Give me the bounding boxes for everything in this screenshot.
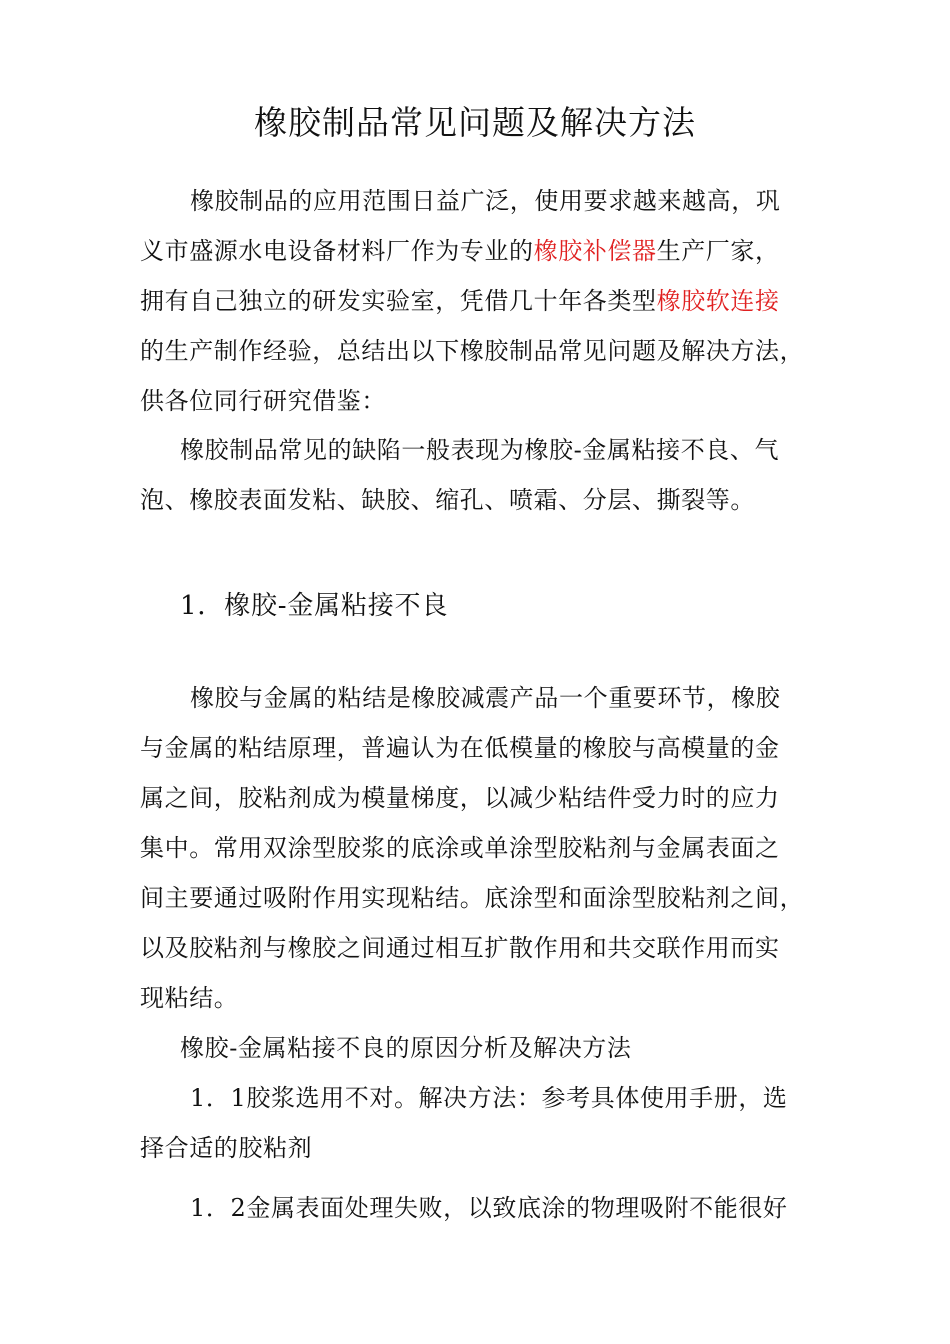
defects-line-2: 泡、橡胶表面发粘、缺胶、缩孔、喷霜、分层、撕裂等。 <box>140 486 755 514</box>
intro-line-3 <box>140 286 780 316</box>
intro-line-5: 供各位同行研究借鉴： <box>140 387 386 415</box>
section-1-subheading: 橡胶-金属粘接不良的原因分析及解决方法 <box>180 1034 632 1062</box>
intro-line-2-text-a: 义市盛源水电设备材料厂作为专业的 <box>140 237 534 265</box>
intro-line-3-text: 拥有自己独立的研发实验室，凭借几十年各类型 <box>140 287 657 315</box>
rubber-flexible-joint-link[interactable]: 橡胶软连接 <box>656 287 780 315</box>
section-1-para-line: 集中。常用双涂型胶浆的底涂或单涂型胶粘剂与金属表面之 <box>140 834 780 862</box>
section-1-heading: 1．橡胶-金属粘接不良 <box>180 591 449 621</box>
intro-line-2 <box>140 236 780 266</box>
section-1-para-line: 与金属的粘结原理，普遍认为在低模量的橡胶与高模量的金 <box>140 734 780 762</box>
section-1-para-line: 橡胶与金属的粘结是橡胶减震产品一个重要环节，橡胶 <box>190 684 781 712</box>
item-1-1-line-1: 1．1胶浆选用不对。解决方法：参考具体使用手册，选 <box>190 1084 788 1112</box>
item-1-2-line-1: 1．2金属表面处理失败，以致底涂的物理吸附不能很好 <box>190 1194 788 1222</box>
intro-line-2-text-b: 生产厂家， <box>656 237 780 265</box>
intro-line-1: 橡胶制品的应用范围日益广泛，使用要求越来越高，巩 <box>190 187 781 215</box>
section-1-para-line: 现粘结。 <box>140 984 239 1012</box>
item-1-1-line-2: 择合适的胶粘剂 <box>140 1134 313 1162</box>
document-title: 橡胶制品常见问题及解决方法 <box>254 103 696 142</box>
section-1-para-line: 间主要通过吸附作用实现粘结。底涂型和面涂型胶粘剂之间， <box>140 884 805 912</box>
section-1-para-line: 以及胶粘剂与橡胶之间通过相互扩散作用和共交联作用而实 <box>140 934 780 962</box>
section-1-para-line: 属之间，胶粘剂成为模量梯度，以减少粘结件受力时的应力 <box>140 784 780 812</box>
defects-line-1: 橡胶制品常见的缺陷一般表现为橡胶-金属粘接不良、气 <box>180 436 780 464</box>
intro-line-4: 的生产制作经验，总结出以下橡胶制品常见问题及解决方法， <box>140 337 805 365</box>
rubber-compensator-link[interactable]: 橡胶补偿器 <box>533 237 657 265</box>
